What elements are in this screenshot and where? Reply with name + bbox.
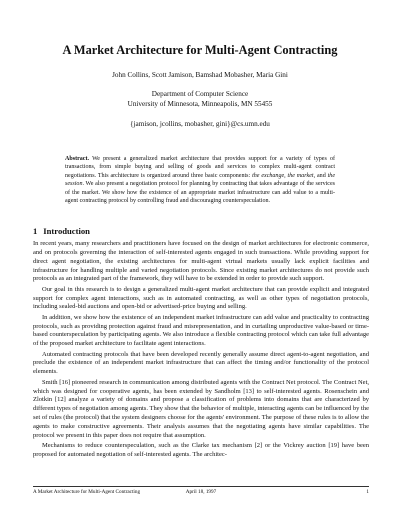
page-number: 1 — [366, 489, 369, 495]
footer-running-title: A Market Architecture for Multi-Agent Contracting — [33, 489, 141, 495]
author-emails: {jamison, jcollins, mobasher, gini}@cs.umn.edu — [130, 120, 270, 128]
section-heading — [33, 226, 90, 236]
author-list: John Collins, Scott Jamison, Bamshad Mobasher, Maria Gini — [112, 71, 288, 79]
abstract-text: , — [284, 172, 288, 179]
paragraph: Mechanisms to reduce counterspeculation, such as the Clarke tax mechanism [2] or the Vickrey auction [19] have been proposed for automated negotiation of self-interested agents. The architec- — [33, 442, 369, 458]
abstract-text: . We also present a negotiation protocol for planning by contracting that takes advantage of the services of the market. We show how the existence of an appropriate market infrastructure can add value to a multi-agent contracting protocol by controlling fraud and discouraging counterspeculation. — [65, 181, 335, 205]
abstract-term-exchange: the exchange — [252, 172, 285, 179]
section-number: 1 — [33, 226, 38, 236]
abstract-lead: Abstract. — [65, 156, 90, 162]
paragraph: Smith [16] pioneered research in communication among distributed agents with the Contract Net protocol. The Contract Net, which was designed for cooperative agents, has been extended by Sandholm [13] to self-interested agents. Rosenschein and Zlotkin [12] analyze a variety of domains and propose a classification of problems into domains that are characterized by different types of negotiation among agents. They show that the behavior of multiple, interacting agents can be influenced by the set of rules (the protocol) that the system designers choose for the agents' environment. The purpose of these rules is to allow the agents to make constructive agreements. Their analysis assumes that the negotiating agents have similar capabilities. The protocol we present in this paper does not require that assumption. — [33, 378, 369, 439]
section-title: Introduction — [43, 226, 90, 236]
paragraph: In recent years, many researchers and practitioners have focused on the design of market architectures for electronic commerce, and on protocols governing the interaction of self-interested agents engaged in such transactions. While providing support for direct agent negotiation, the existing architectures for multi-agent virtual markets usually lack explicit facilities and infrastructure for handling multiple and varied negotiation protocols. Since existing market architectures do not provide such protocols as an integrated part of the framework, they will have to be extended in order to provide such support. — [33, 240, 369, 283]
institution: University of Minnesota, Minneapolis, MN 55455 — [127, 100, 273, 108]
paper-title: A Market Architecture for Multi-Agent Contracting — [62, 43, 338, 57]
abstract — [65, 155, 335, 205]
paragraph: Our goal in this research is to design a generalized multi-agent market architecture that can provide explicit and integrated support for complex agent interactions, such as in automated contracting, as well as other types of negotiation protocols, including sealed-bid auctions and open-bid or advertised-price buying and selling. — [33, 285, 369, 311]
footer-date: April 18, 1997 — [185, 489, 217, 495]
paragraph: In addition, we show how the existence of an independent market infrastructure can add value and practicality to contracting protocols, such as providing protection against fraud and misrepresentation, and in curtailing unproductive value-based or time-based counterspeculation by participating agents. We also introduce a flexible contracting protocol which can take full advantage of the proposed market architecture to facilitate agent interactions. — [33, 313, 369, 348]
paragraph: Automated contracting protocols that have been developed recently generally assume direct agent-to-agent negotiation, and preclude the existence of an independent market infrastructure that can affect the timing and/or functionality of the protocol elements. — [33, 350, 369, 376]
abstract-term-market: the market — [287, 172, 314, 179]
department: Department of Computer Science — [151, 90, 249, 98]
abstract-text: We present a generalized market architecture that provides support for a variety of types of transactions, from simple buying and selling of goods and services to complex multi-agent contract negotiations. This architecture is organized around three basic components: — [65, 156, 335, 179]
section-body — [33, 240, 369, 461]
abstract-text: , and — [313, 172, 328, 179]
page-footer — [33, 486, 369, 497]
abstract-term-session: the session — [65, 172, 335, 188]
